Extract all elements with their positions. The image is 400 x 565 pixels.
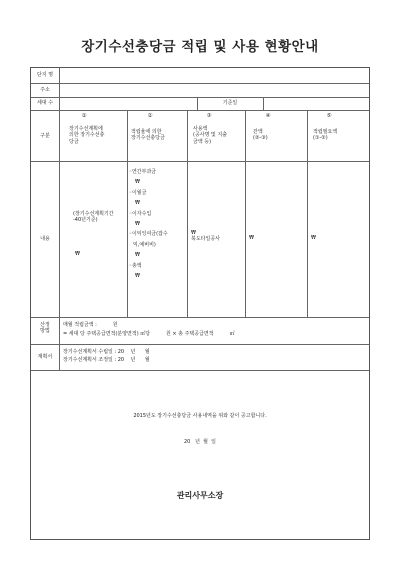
- row-divider: [31, 317, 369, 318]
- column-divider: [127, 110, 128, 317]
- content-label: 내용: [40, 236, 50, 242]
- col4-header: 잔액 (②-③): [253, 129, 268, 142]
- notice-date: 20 년 월 일: [184, 439, 216, 445]
- col1-number: ①: [81, 113, 87, 119]
- col3-header: 사용액 (공사명 및 지출 금액 등): [193, 126, 228, 145]
- category-label: 구분: [40, 133, 50, 139]
- row-divider: [31, 83, 369, 84]
- balance-value: ₩: [249, 235, 254, 241]
- base-date-label: 기준일: [222, 100, 238, 106]
- planned-fund-note: (장기수선계획기간 -40년기준): [73, 211, 114, 224]
- list-item: 익,예비비): [133, 241, 156, 248]
- col5-number: ⑤: [326, 113, 332, 119]
- signature-label: 관리사무소장: [176, 491, 224, 500]
- list-item: ₩: [135, 179, 140, 186]
- address-label: 주소: [40, 87, 50, 93]
- list-item: ◦이익잉여금(잡수: [129, 231, 168, 238]
- plan-line-2: 장기수선계획서 조정일 : 20 년 월: [63, 357, 150, 363]
- list-item: ◦이자수입: [129, 210, 152, 217]
- column-divider: [245, 110, 246, 317]
- column-divider: [263, 97, 264, 110]
- households-label: 세대 수: [36, 100, 54, 106]
- complex-name-label: 단지 명: [36, 72, 54, 78]
- col5-header: 적립필요액 (①-②): [313, 129, 338, 142]
- row-divider: [31, 161, 369, 162]
- list-item: ₩: [135, 273, 140, 280]
- calc-label: 산정 방법: [40, 322, 50, 335]
- list-item: ◦이월금: [129, 189, 147, 196]
- list-item: ◦총액: [129, 262, 142, 269]
- calc-line-1: 매월 적립금액 : 원: [63, 322, 118, 328]
- row-divider: [31, 344, 369, 345]
- column-divider: [187, 110, 188, 317]
- row-divider: [31, 110, 369, 111]
- accrued-breakdown: [129, 167, 168, 281]
- col1-header: 장기수선계획에 의한 장기수선충 당금: [69, 126, 105, 145]
- notice-form: [30, 67, 370, 540]
- col2-number: ②: [147, 113, 153, 119]
- col3-number: ③: [206, 113, 212, 119]
- plan-line-1: 장기수선계획서 수립일 : 20 년 월: [63, 349, 150, 355]
- usage-details: ₩ 북도타일공사: [191, 230, 220, 243]
- row-divider: [31, 370, 369, 371]
- row-divider: [31, 97, 369, 98]
- col2-header: 적립율에 의한 장기수선충당금: [131, 129, 165, 142]
- required-value: ₩: [311, 235, 316, 241]
- list-item: ₩: [135, 221, 140, 228]
- column-divider: [307, 110, 308, 317]
- planned-fund-value: ₩: [75, 251, 80, 257]
- calc-line-2: = 세대 당 주택공급면적(분양면적) ㎡당 원 × 총 주택공급면적 ㎡: [63, 331, 235, 337]
- list-item: ₩: [135, 252, 140, 259]
- col4-number: ④: [265, 113, 271, 119]
- list-item: ◦연간부과금: [129, 169, 157, 175]
- plan-label: 계획서: [37, 354, 53, 360]
- page-title: 장기수선충당금 적립 및 사용 현황안내: [81, 39, 319, 55]
- list-item: ₩: [135, 200, 140, 207]
- notice-text: 2015년도 장기수선충당금 사용내역을 위와 같이 공고합니다.: [133, 413, 267, 419]
